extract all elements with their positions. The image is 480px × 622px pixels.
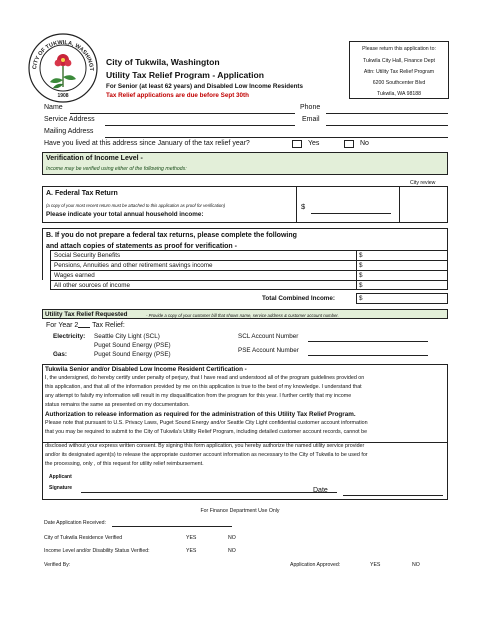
authorization-title: Authorization to release information as required for the administration of this Utility Tax Relief Program. — [45, 411, 356, 418]
lived-yes-checkbox[interactable] — [292, 140, 302, 148]
total-combined-label: Total Combined Income: — [262, 295, 335, 302]
signature-line[interactable] — [81, 492, 337, 493]
section-a-title: A. Federal Tax Return — [46, 190, 118, 197]
amount-cell[interactable] — [356, 250, 448, 260]
row-label: Social Security Benefits — [54, 252, 121, 259]
city-seal — [28, 33, 98, 103]
return-address-box — [349, 41, 449, 99]
city-seal-icon — [28, 33, 98, 103]
eligibility-text: For Senior (at least 62 years) and Disabled Low Income Residents — [106, 83, 304, 90]
certification-line-3: any attempt to falsify my information will result in my disqualification from the program for this year. I further certify that my income — [45, 393, 352, 399]
verified-by-label: Verified By: — [44, 562, 71, 568]
section-a-prompt: Please indicate your total annual household income: — [46, 211, 204, 218]
certification-section-cont — [42, 442, 448, 500]
year-prefix: For Year 2 — [46, 322, 79, 329]
dollar-sign: $ — [359, 262, 363, 269]
approved-yes[interactable]: YES — [370, 562, 381, 568]
utility-header — [42, 309, 448, 319]
list-item — [50, 260, 356, 270]
pse-account-line[interactable] — [308, 355, 428, 356]
section-b-title-2: and attach copies of statements as proof for verification - — [46, 243, 237, 250]
amount-cell[interactable] — [356, 260, 448, 270]
row-label: All other sources of income — [54, 282, 130, 289]
gas-label: Gas: — [53, 351, 67, 358]
date-label: Date — [313, 487, 328, 494]
return-line-2: Attn: Utility Tax Relief Program — [363, 69, 435, 75]
authorization-line-2: that you may be required to submit to the City of Tukwila's Utility Relief Program, including detailed customer account records, cannot be — [45, 429, 368, 435]
residence-no[interactable]: NO — [228, 535, 236, 541]
amount-cell[interactable] — [356, 270, 448, 280]
seal-text: CITY OF TUKWILA, WASHINGT — [32, 39, 95, 72]
approved-no[interactable]: NO — [412, 562, 420, 568]
signature-label-2: Signature — [49, 485, 73, 491]
dollar-sign: $ — [359, 295, 363, 302]
date-received-label: Date Application Received: — [44, 520, 106, 526]
seal-year: 1908 — [57, 93, 69, 99]
gas-provider-1: Puget Sound Energy (PSE) — [94, 342, 171, 349]
verification-title: Verification of Income Level - — [46, 155, 143, 162]
section-b-rows — [50, 250, 448, 296]
certification-title: Tukwila Senior and/or Disabled Low Income Resident Certification - — [45, 366, 247, 373]
list-item — [50, 250, 356, 260]
amount-cell[interactable] — [356, 280, 448, 290]
dollar-sign: $ — [359, 272, 363, 279]
lived-question: Have you lived at this address since January of the tax relief year? — [44, 140, 250, 147]
certification-line-4: status remains the same as presented on my documentation. — [45, 402, 190, 408]
name-line[interactable] — [70, 113, 295, 114]
approved-label: Application Approved: — [290, 562, 341, 568]
scl-account-label: SCL Account Number — [238, 333, 299, 340]
utility-instruction: - Provide a copy of your customer bill that shows name, service address & customer account number. — [146, 312, 339, 318]
phone-line[interactable] — [326, 113, 448, 114]
date-line[interactable] — [343, 495, 443, 496]
signature-label-1: Applicant — [49, 474, 72, 480]
finance-title: For Finance Department Use Only — [200, 508, 280, 514]
list-item — [50, 270, 356, 280]
residence-yes[interactable]: YES — [186, 535, 197, 541]
email-line[interactable] — [326, 125, 448, 126]
income-no[interactable]: NO — [228, 548, 236, 554]
authorization-line-5: the processing, only , of this request for utility relief reimbursement. — [45, 461, 204, 467]
authorization-line-1: Please note that pursuant to U.S. Privacy Laws, Puget Sound Energy and/or Seattle City Light confidential customer account information — [45, 420, 368, 426]
return-title: Please return this application to: — [362, 46, 436, 52]
certification-section — [42, 364, 448, 443]
section-a-amount[interactable] — [311, 213, 391, 214]
section-a-note: (a copy of your most recent return must be attached to this application as proof for verification) — [46, 203, 226, 208]
return-line-3: 6200 Southcenter Blvd — [372, 80, 426, 86]
dollar-sign: $ — [359, 252, 363, 259]
authorization-line-4: and/or its designated agent(s) to release the appropriate customer account information as necessary to the City of Tukwila to be used for — [45, 452, 368, 458]
certification-line-1: I, the undersigned, do hereby certify under penalty of perjury, that I have read and understood all of the program guidelines provided on — [45, 375, 365, 381]
lived-no-label: No — [360, 140, 369, 147]
section-a-dollar: $ — [301, 202, 306, 211]
email-label: Email — [302, 116, 320, 123]
return-line-4: Tukwila, WA 98188 — [376, 91, 422, 97]
program-title: Utility Tax Relief Program - Application — [106, 70, 265, 80]
scl-account-line[interactable] — [308, 341, 428, 342]
city-review-label: City review — [410, 180, 436, 186]
year-suffix: Tax Relief: — [92, 322, 125, 329]
authorization-line-3: disclosed without your express written consent. By signing this form application, you hereby authorize the named utility service provider — [45, 443, 365, 449]
total-amount-cell[interactable] — [356, 293, 448, 304]
gas-provider-2: Puget Sound Energy (PSE) — [94, 351, 171, 358]
row-label: Wages earned — [54, 272, 95, 279]
list-item — [50, 280, 356, 290]
lived-no-checkbox[interactable] — [344, 140, 354, 148]
name-label: Name — [44, 104, 63, 111]
year-blank[interactable] — [78, 321, 90, 328]
section-a — [42, 186, 448, 223]
verification-subtitle: Income may be verified using either of the following methods: — [46, 166, 187, 172]
deadline-text: Tax Relief applications are due before Sept 30th — [106, 92, 250, 99]
city-title: City of Tukwila, Washington — [106, 57, 220, 67]
year-line — [46, 321, 125, 329]
electricity-provider: Seattle City Light (SCL) — [94, 333, 160, 340]
mailing-address-line[interactable] — [105, 137, 448, 138]
phone-label: Phone — [300, 104, 321, 111]
lived-yes-label: Yes — [308, 140, 320, 147]
certification-line-2: this application, and that all of the information provided by me on this application is true to the best of my knowledge. I understand that — [45, 384, 362, 390]
verification-header — [42, 152, 448, 175]
return-line-1: Tukwila City Hall, Finance Dept — [363, 58, 435, 64]
row-label: Pensions, Annuities and other retirement savings income — [54, 262, 213, 269]
pse-account-label: PSE Account Number — [238, 347, 299, 354]
dollar-sign: $ — [359, 282, 363, 289]
date-received-line[interactable] — [112, 526, 232, 527]
service-address-label: Service Address — [44, 116, 95, 123]
income-yes[interactable]: YES — [186, 548, 197, 554]
service-address-line[interactable] — [105, 125, 295, 126]
utility-title: Utility Tax Relief Requested — [45, 311, 128, 318]
electricity-label: Electricity: — [53, 333, 86, 340]
income-verified-label: Income Level and/or Disability Status Verified: — [44, 548, 150, 554]
mailing-address-label: Mailing Address — [44, 128, 94, 135]
residence-verified-label: City of Tukwila Residence Verified — [44, 535, 123, 541]
section-b-title-1: B. If you do not prepare a federal tax returns, please complete the following — [46, 232, 297, 239]
